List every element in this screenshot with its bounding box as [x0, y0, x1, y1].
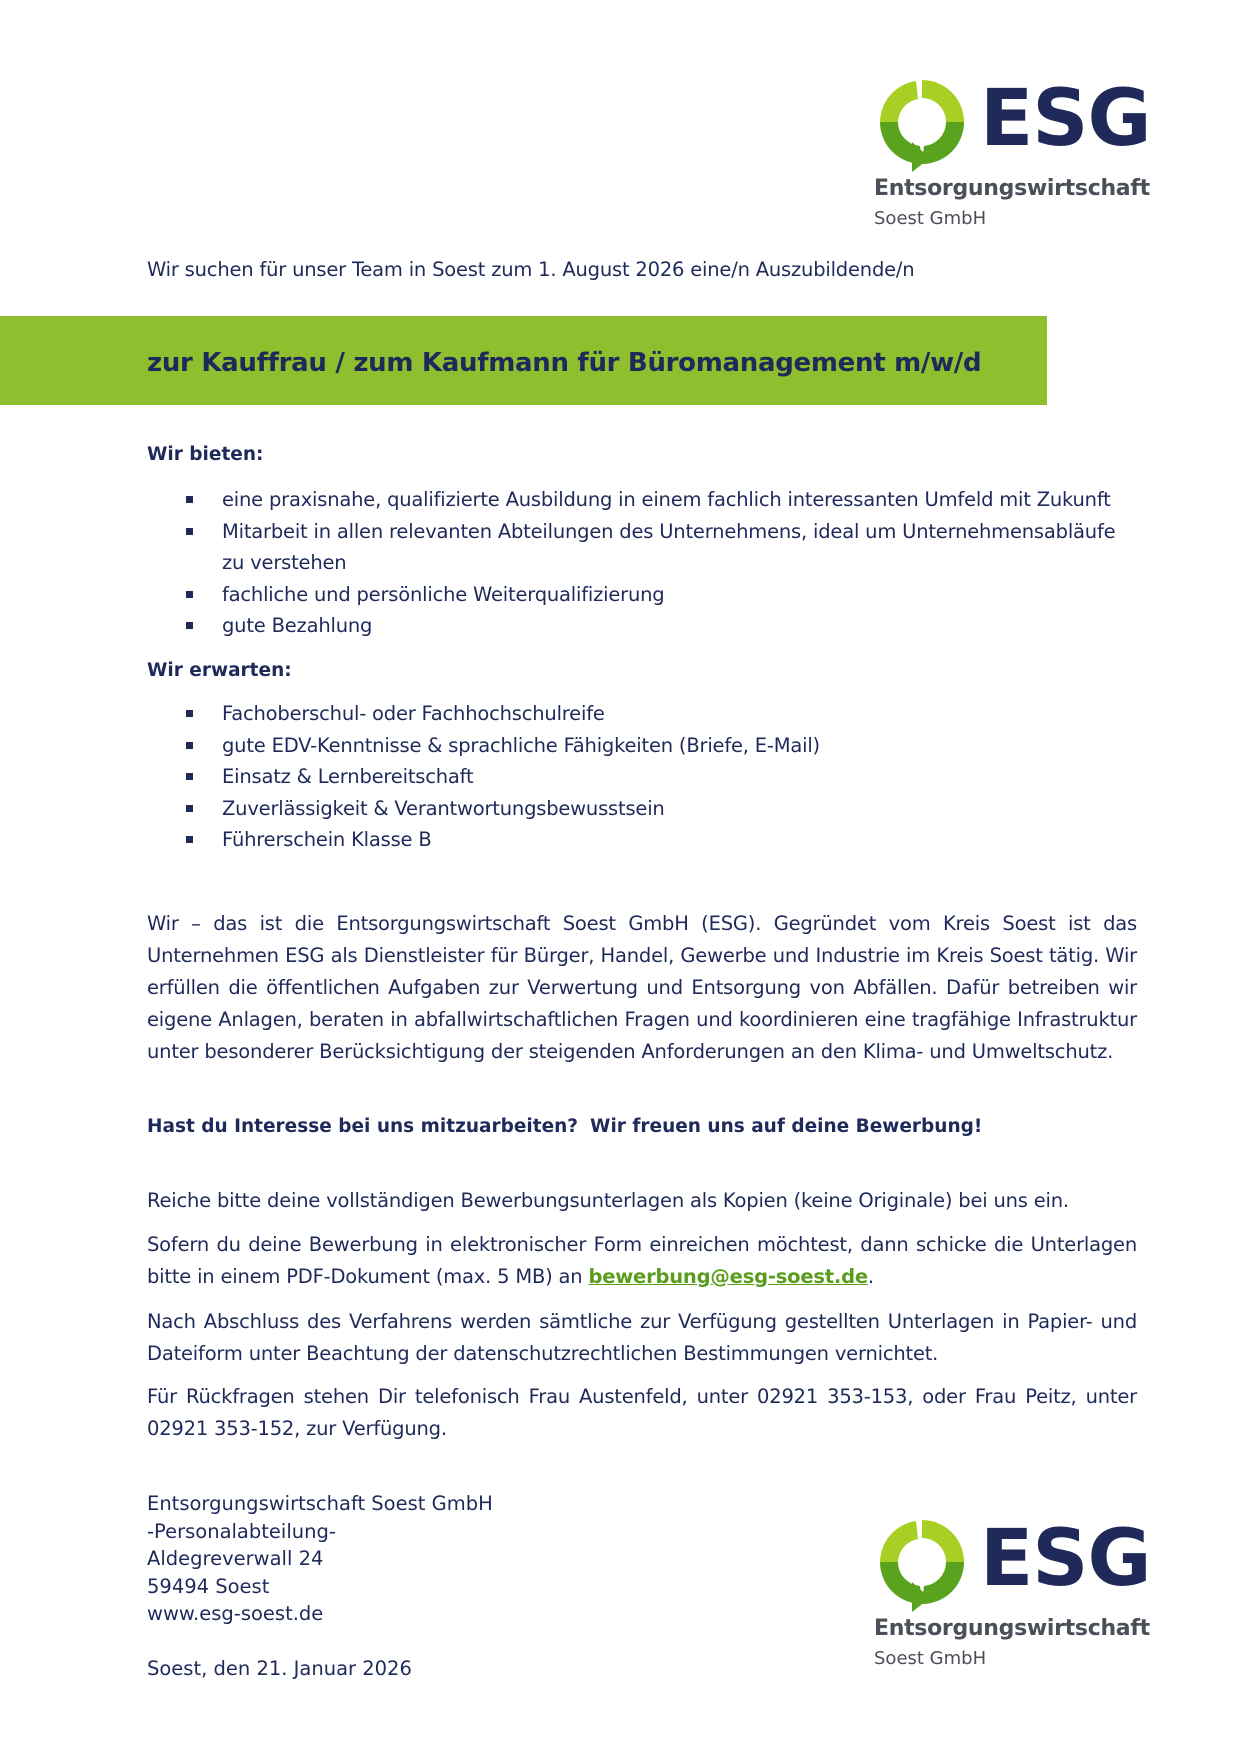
logo-top: [872, 72, 1151, 232]
date-line: Soest, den 21. Januar 2026: [147, 1657, 412, 1680]
address-city: 59494 Soest: [147, 1574, 270, 1598]
list-item: fachliche und persönliche Weiterqualifizierung: [147, 579, 1137, 611]
apply-paragraph-1: Reiche bitte deine vollständigen Bewerbungsunterlagen als Kopien (keine Originale) bei uns ein.: [147, 1189, 1069, 1212]
list-item: gute EDV-Kenntnisse & sprachliche Fähigkeiten (Briefe, E-Mail): [147, 730, 1137, 762]
expect-heading: Wir erwarten:: [147, 660, 292, 681]
logo-brand: ESG: [980, 74, 1151, 164]
list-item: gute Bezahlung: [147, 610, 1137, 642]
address-street: Aldegreverwall 24: [147, 1547, 324, 1570]
email-link[interactable]: bewerbung@esg-soest.de: [588, 1265, 868, 1288]
apply-paragraph-2: Sofern du deine Bewerbung in elektronischer Form einreichen möchtest, dann schicke die Unterlagen bitte in einem PDF-Dokument (max. 5 MB) an bewerbung@esg-soest.de.: [147, 1233, 1137, 1288]
expect-list: [147, 698, 1137, 856]
logo-sub: Soest GmbH: [874, 1648, 987, 1669]
list-item: Führerschein Klasse B: [147, 824, 1137, 856]
address-web[interactable]: www.esg-soest.de: [147, 1602, 324, 1625]
apply-paragraph-4: Für Rückfragen stehen Dir telefonisch Frau Austenfeld, unter 02921 353-153, oder Frau Peitz, unter 02921 353-152, zur Verfügung.: [147, 1385, 1137, 1440]
address-company: Entsorgungswirtschaft Soest GmbH: [147, 1492, 493, 1515]
offer-heading: Wir bieten:: [147, 444, 264, 465]
recycle-icon: [872, 1512, 972, 1612]
logo-bottom: [872, 1512, 1151, 1672]
interest-question: Hast du Interesse bei uns mitzuarbeiten? Wir freuen uns auf deine Bewerbung!: [147, 1116, 983, 1137]
apply-paragraph-3: Nach Abschluss des Verfahrens werden sämtliche zur Verfügung gestellten Unterlagen in Papier- und Dateiform unter Beachtung der datenschutzrechtlichen Bestimmungen vernichtet.: [147, 1310, 1137, 1365]
logo-company: Entsorgungswirtschaft: [874, 1616, 1150, 1641]
address-block: [147, 1490, 493, 1628]
about-paragraph: Wir – das ist die Entsorgungswirtschaft Soest GmbH (ESG). Gegründet vom Kreis Soest ist das Unternehmen ESG als Dienstleister für Bürger, Handel, Gewerbe und Industrie im Kreis Soest tätig. Wir erfüllen die öffentlichen Aufgaben zur Verwertung und Entsorgung von Abfällen. Dafür betreiben wir eigene Anlagen, beraten in abfallwirtschaftlichen Fragen und koordinieren eine tragfähige Infrastruktur unter besonderer Berücksichtigung der steigenden Anforderungen an den Klima- und Umweltschutz.: [147, 912, 1137, 1063]
recycle-icon: [872, 72, 972, 172]
list-item: eine praxisnahe, qualifizierte Ausbildung in einem fachlich interessanten Umfeld mit Zukunft: [147, 484, 1137, 516]
list-item: Mitarbeit in allen relevanten Abteilungen des Unternehmens, ideal um Unternehmensabläufe zu verstehen: [147, 516, 1137, 579]
address-department: -Personalabteilung-: [147, 1519, 336, 1543]
logo-brand: ESG: [980, 1514, 1151, 1604]
logo-company: Entsorgungswirtschaft: [874, 176, 1150, 201]
list-item: Zuverlässigkeit & Verantwortungsbewusstsein: [147, 793, 1137, 825]
intro-text: Wir suchen für unser Team in Soest zum 1. August 2026 eine/n Auszubildende/n: [147, 258, 915, 281]
offer-list: [147, 484, 1137, 642]
list-item: Einsatz & Lernbereitschaft: [147, 761, 1137, 793]
job-title: zur Kauffrau / zum Kaufmann für Büromanagement m/w/d: [147, 348, 982, 378]
list-item: Fachoberschul- oder Fachhochschulreife: [147, 698, 1137, 730]
logo-sub: Soest GmbH: [874, 208, 987, 229]
